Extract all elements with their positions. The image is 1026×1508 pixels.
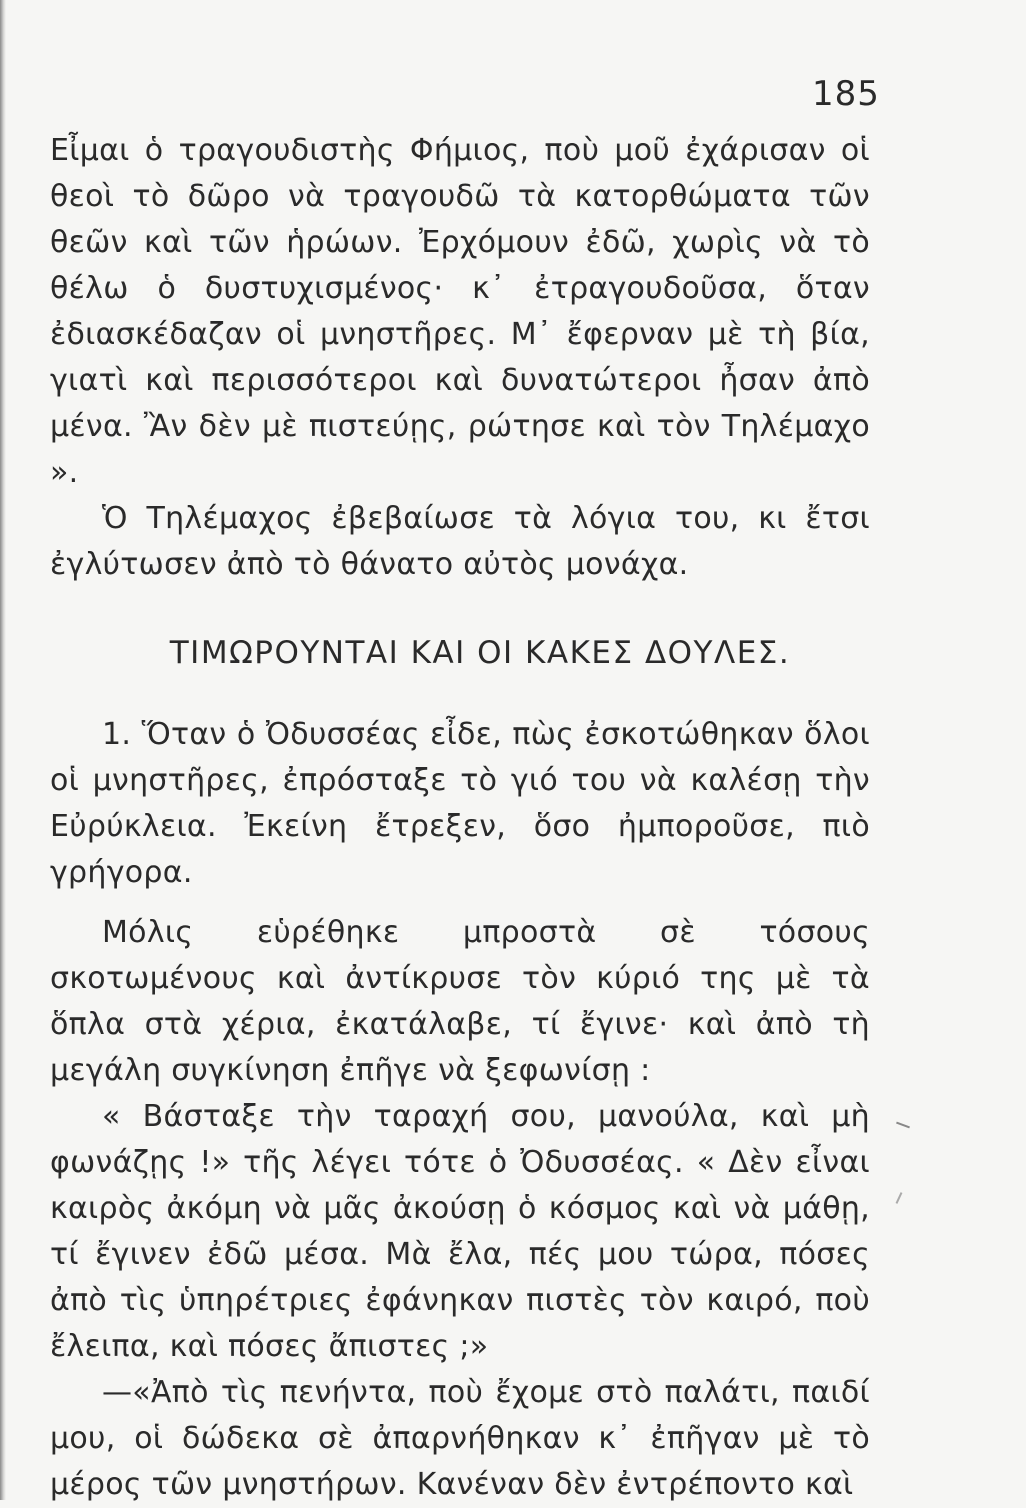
paragraph: Ὁ Τηλέμαχος ἐβεβαίωσε τὰ λόγια του, κι ἔτσι ἐγλύτωσεν ἀπὸ τὸ θάνατο αὐτὸς μονάχα.	[50, 501, 870, 582]
paragraph-gap	[50, 896, 870, 910]
margin-mark	[896, 1192, 903, 1204]
paragraph: Εἶμαι ὁ τραγουδιστὴς Φήμιος, ποὺ μοῦ ἐχάρισαν οἱ θεοὶ τὸ δῶρο νὰ τραγουδῶ τὰ κατορθώματα τῶν θεῶν καὶ τῶν ἡρώων. Ἐρχόμουν ἐδῶ, χωρὶς νὰ τὸ θέλω ὁ δυστυχισμένος· κ᾿ ἐτραγουδοῦσα, ὅταν ἐδιασκέδαζαν οἱ μνηστῆρες. Μ᾿ ἔφερναν μὲ τὴ βία, γιατὶ καὶ περισσότεροι καὶ δυνατώτεροι ἦσαν ἀπὸ μένα. Ἂν δὲν μὲ πιστεύῃς, ρώτησε καὶ τὸν Τηλέμαχο ».	[50, 133, 870, 490]
page-number: 185	[812, 74, 880, 114]
paragraph: 1. Ὅταν ὁ Ὀδυσσέας εἶδε, πὼς ἐσκοτώθηκαν ὅλοι οἱ μνηστῆρες, ἐπρόσταξε τὸ γιό του νὰ καλέσῃ τὴν Εὐρύκλεια. Ἐκείνη ἔτρεξεν, ὅσο ἠμποροῦσε, πιὸ γρήγορα.	[50, 717, 870, 890]
page-binding-edge	[0, 0, 6, 1500]
margin-mark	[896, 1122, 910, 1129]
section-heading: ΤΙΜΩΡΟΥΝΤΑΙ ΚΑΙ ΟΙ ΚΑΚΕΣ ΔΟΥΛΕΣ.	[169, 635, 791, 671]
paragraph: Μόλις εὑρέθηκε μπροστὰ σὲ τόσους σκοτωμένους καὶ ἀντίκρυσε τὸν κύριό της μὲ τὰ ὅπλα στὰ χέρια, ἐκατάλαβε, τί ἔγινε· καὶ ἀπὸ τὴ μεγάλη συγκίνηση ἐπῆγε νὰ ξεφωνίσῃ :	[50, 915, 870, 1088]
body-text	[50, 128, 870, 1508]
paragraph: —«Ἀπὸ τὶς πενήντα, ποὺ ἔχομε στὸ παλάτι, παιδί μου, οἱ δώδεκα σὲ ἀπαρνήθηκαν κ᾿ ἐπῆγαν μὲ τὸ μέρος τῶν μνηστήρων. Κανέναν δὲν ἐντρέποντο καὶ	[50, 1375, 870, 1502]
paragraph: « Βάσταξε τὴν ταραχή σου, μανούλα, καὶ μὴ φωνάζῃς !» τῆς λέγει τότε ὁ Ὀδυσσέας. « Δὲν εἶναι καιρὸς ἀκόμη νὰ μᾶς ἀκούσῃ ὁ κόσμος καὶ νὰ μάθῃ, τί ἔγινεν ἐδῶ μέσα. Μὰ ἔλα, πές μου τώρα, πόσες ἀπὸ τὶς ὑπηρέτριες ἐφάνηκαν πιστὲς τὸν καιρό, ποὺ ἔλειπα, καὶ πόσες ἄπιστες ;»	[50, 1099, 870, 1364]
